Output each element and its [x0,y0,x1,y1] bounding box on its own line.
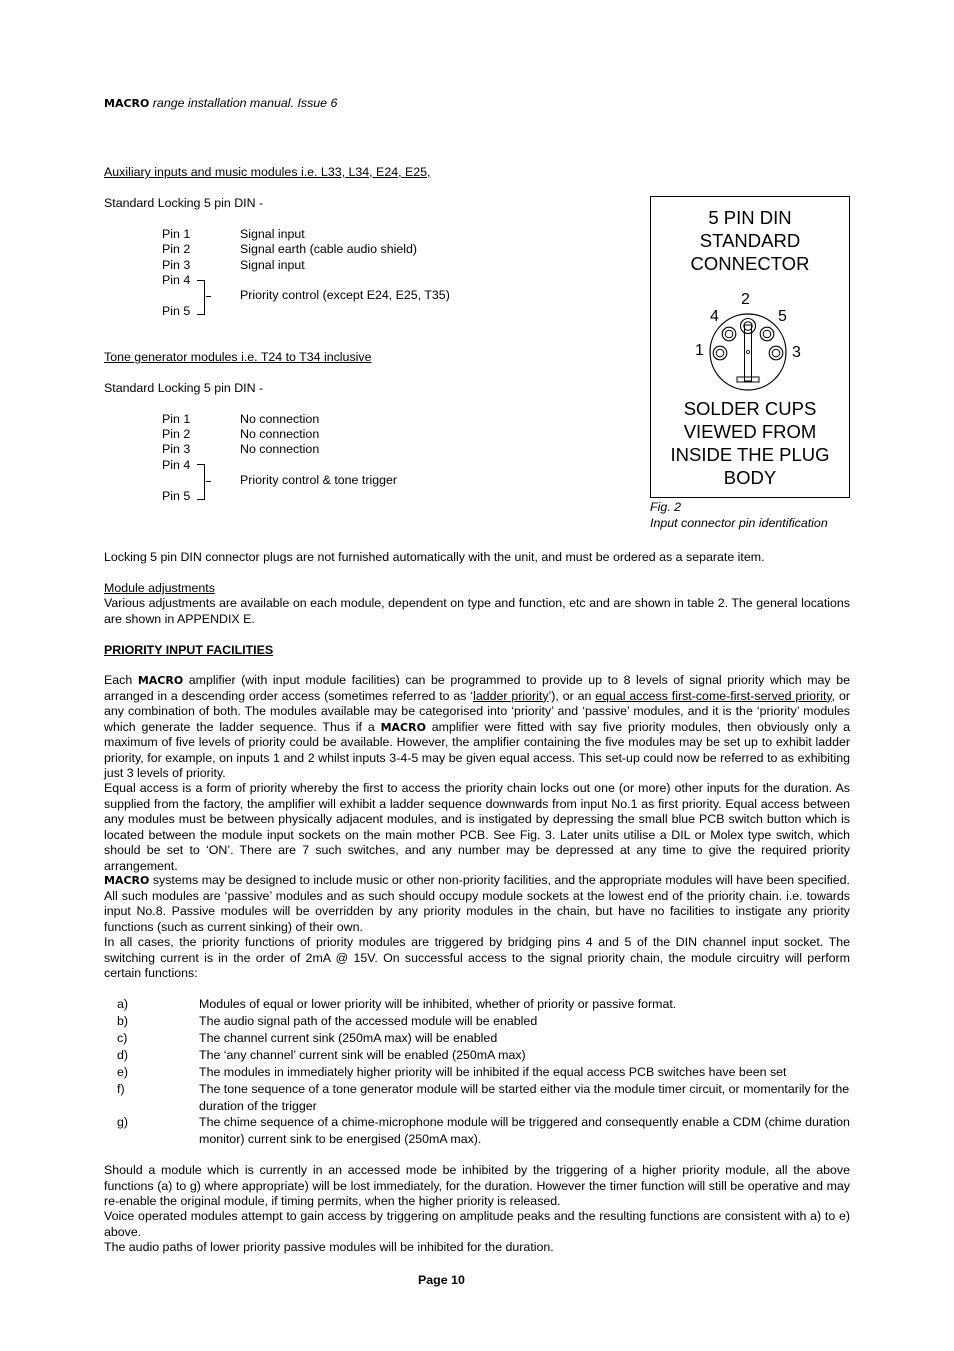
pin-label: Pin 1 [162,227,191,241]
pin-bracket [197,280,205,315]
pin-desc: Signal input [240,258,305,272]
aux-bracket-desc: Priority control (except E24, E25, T35) [240,288,450,302]
pin-desc: Signal earth (cable audio shield) [240,242,418,256]
din-connector-diagram [691,289,811,394]
priority-paragraph-5: Should a module which is currently in an accessed mode be inhibited by the triggering of a higher priority module, all the above functions (a) to g) where appropriate) will be lost immediately, for the duration. However the timer function will still be operative and may re-enable the original module, if timing permits, when the higher priority is released. [104,1163,850,1208]
pin-label: Pin 3 [162,442,191,456]
pin-2-cup [744,322,752,330]
priority-heading: PRIORITY INPUT FACILITIES [104,643,274,657]
priority-paragraph-3 [104,873,850,935]
pin-desc: No connection [240,412,320,426]
text-run: ’), or an [548,688,596,703]
module-adjustments-heading: Module adjustments [104,581,215,595]
priority-paragraph-2: Equal access is a form of priority whereby the first to access the priority chain locks out one (or more) other inputs for the duration. As supplied from the factory, the amplifier will exhibit a ladder sequence downwards from input No.1 as first priority. Equal access between any modules must be between physically adjacent modules, and is instigated by depressing the small blue PCB switch button which is located between the module input sockets on the main mother PCB. See Fig. 3. Later units utilise a DIL or Molex type switch, which should be set to ‘ON’. There are 7 such switches, and any number may be depressed at any time to give the required priority arrangement. [104,781,850,873]
figure-bottom-line: VIEWED FROM [683,421,817,442]
list-text: Modules of equal or lower priority will be inhibited, whether of priority or passive format. [199,997,677,1011]
pin-4-cup [725,330,733,338]
tone-bracket-desc: Priority control & tone trigger [240,473,398,487]
priority-paragraph-4: In all cases, the priority functions of priority modules are triggered by bridging pins 4 and 5 of the DIN channel input socket. The switching current is in the order of 2mA @ 15V. On successful access to the signal priority chain, the module circuitry will perform certain functions: [104,935,850,980]
tone-connector-type: Standard Locking 5 pin DIN - [104,381,264,395]
priority-paragraph-7: The audio paths of lower priority passive modules will be inhibited for the duration. [104,1240,554,1254]
pin-desc: Signal input [240,227,305,241]
text-run: Each [104,673,138,687]
ladder-priority-term: ladder priority [473,688,549,703]
pin-label: Pin 5 [162,489,191,503]
list-label: b) [117,1014,129,1028]
brand-name: MACRO [137,674,184,687]
list-label: e) [117,1065,129,1079]
tone-section-heading: Tone generator modules i.e. T24 to T34 inclusive [104,350,372,364]
pin-4-socket [722,327,736,341]
brand-name: MACRO [380,720,426,734]
connector-figure [650,196,850,498]
figure-title-line: CONNECTOR [690,253,810,274]
pin-number-5: 5 [778,308,787,325]
list-label: a) [117,997,129,1011]
list-text: The channel current sink (250mA max) will be enabled [199,1031,498,1045]
list-label: d) [117,1048,129,1062]
list-text: The audio signal path of the accessed module will be enabled [199,1014,538,1028]
pin-number-1: 1 [695,342,704,359]
aux-section-heading: Auxiliary inputs and music modules i.e. L33, L34, E24, E25, [104,165,431,179]
pin-label: Pin 2 [162,427,191,441]
pin-number-3: 3 [792,344,801,361]
figure-caption-number: Fig. 2 [650,500,681,514]
priority-paragraph-1 [104,673,850,782]
text-run: systems may be designed to include music or other non-priority facilities, and the appropriate modules will have been specified. All such modules are ‘passive’ modules and as such should occupy module sockets at the lowest end of the priority chain. i.e. towards input No.8. Passive modules will be overridden by any priority modules in the chain, but have no facilities to instigate any priority functions (such as current sinking) of their own. [104,873,850,934]
figure-bottom-line: SOLDER CUPS [683,398,817,419]
figure-bottom-line: INSIDE THE PLUG [670,444,830,465]
pin-5-socket [760,327,774,341]
pin-label: Pin 2 [162,242,191,256]
pin-number-2: 2 [741,291,750,308]
text-run: amplifier (with input module facilities) can be programmed to provide up to 8 levels of signal priority which may be arranged in a descending order access (sometimes referred to as ‘ [104,673,850,703]
aux-connector-type: Standard Locking 5 pin DIN - [104,196,264,210]
pin-label: Pin 5 [162,304,191,318]
pin-2-socket [741,319,756,334]
text-run: , or any combination of both. The modules available may be categorised into ‘priority’ and ‘passive’ modules, and it is the ‘priority’ modules which generate the ladder sequence. Thus if a [104,688,850,734]
pin-number-4: 4 [710,308,719,325]
pin-label: Pin 4 [162,273,191,287]
bracket-tick [206,481,211,482]
text-run: amplifier were fitted with say five priority modules, then obviously only a maximum of five levels of priority could be available. However, the amplifier containing the five modules may be set up to exhibit ladder priority, for example, on inputs 1 and 2 whilst inputs 3-4-5 may be given equal access. This set-up could now be referred to as exhibiting just 3 levels of priority. [104,719,851,780]
module-adjustments-text: Various adjustments are available on each module, dependent on type and function, etc and are shown in table 2. The general locations are shown in APPENDIX E. [104,596,850,626]
priority-paragraph-6: Voice operated modules attempt to gain access by triggering on amplitude peaks and the resulting functions are consistent with a) to e) above. [104,1209,850,1239]
pin-bracket [197,464,205,500]
pin-desc: No connection [240,427,320,441]
brand-name: MACRO [104,97,150,110]
pin-label: Pin 1 [162,412,191,426]
list-text: The ‘any channel’ current sink will be enabled (250mA max) [199,1048,526,1062]
page-number: Page 10 [418,1273,465,1287]
pin-label: Pin 4 [162,458,191,472]
list-label: g) [117,1115,129,1129]
list-label: f) [117,1082,125,1096]
pin-label: Pin 3 [162,258,191,272]
pin-1-socket [713,346,727,360]
locking-note: Locking 5 pin DIN connector plugs are not furnished automatically with the unit, and must be ordered as a separate item. [104,550,765,564]
brand-name: MACRO [104,874,150,887]
page-header [104,96,337,110]
figure-title-line: STANDARD [699,230,801,251]
equal-access-term: equal access first-come-first-served priority [595,688,832,703]
pin-3-socket [769,346,783,360]
list-text: The tone sequence of a tone generator module will be started either via the module timer circuit, or momentarily for the duration of the trigger [199,1082,850,1113]
list-label: c) [117,1031,128,1045]
figure-title-line: 5 PIN DIN [708,207,792,228]
figure-caption-text: Input connector pin identification [650,516,828,530]
pin-desc: No connection [240,442,320,456]
connector-center-dot [746,350,749,353]
pin-5-cup [763,330,771,338]
figure-bottom-line: BODY [723,467,777,488]
header-title: range installation manual. Issue 6 [149,96,338,110]
pin-1-cup [716,349,724,357]
list-text: The chime sequence of a chime-microphone module will be triggered and consequently enable a CDM (chime duration monitor) current sink to be energised (250mA max). [199,1115,850,1146]
pin-3-cup [772,349,780,357]
list-text: The modules in immediately higher priority will be inhibited if the equal access PCB switches have been set [199,1065,787,1079]
bracket-tick [206,296,211,297]
